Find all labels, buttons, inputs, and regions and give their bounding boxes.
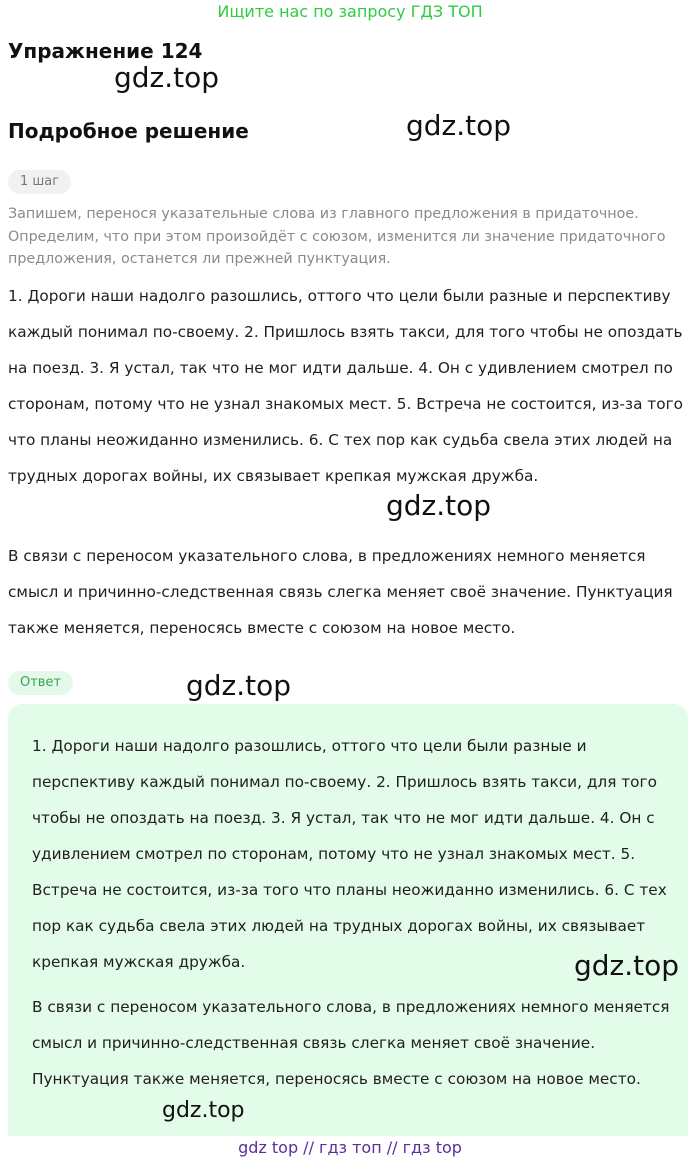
watermark: gdz.top: [186, 669, 292, 702]
watermark: gdz.top: [406, 109, 512, 142]
solution-paragraph: В связи с переносом указательного слова, в предложениях немного меняется смысл и причинно-следственная связь слегка меняет своё значение. Пунктуация также меняется, переносясь вместе с союзом на новое место.: [8, 547, 673, 637]
solution-paragraph: 1. Дороги наши надолго разошлись, оттого что цели были разные и перспективу каждый понимал по-своему. 2. Пришлось взять такси, для того чтобы не опоздать на поезд. 3. Я устал, так что не мог идти дальше. 4. Он с удивлением смотрел по сторонам, потому что не узнал знакомых мест. 5. Встреча не состоится, из-за того что планы неожиданно изменились. 6. С тех пор как судьба свела этих людей на трудных дорогах войны, их связывает крепкая мужская дружба.: [8, 287, 683, 485]
watermark: gdz.top: [162, 1098, 245, 1123]
step-hint: Запишем, перенося указательные слова из главного предложения в придаточное. Определим, что при этом произойдёт с союзом, изменится ли значение придаточного предложения, останется ли прежней пунктуация.: [8, 206, 666, 267]
watermark: gdz.top: [386, 489, 492, 522]
answer-badge: Ответ: [8, 671, 73, 695]
watermark: gdz.top: [114, 61, 220, 94]
watermark: gdz.top: [574, 949, 680, 982]
search-banner: Ищите нас по запросу ГДЗ ТОП: [217, 2, 483, 21]
section-title: Подробное решение: [8, 119, 249, 143]
answer-paragraph: В связи с переносом указательного слова, в предложениях немного меняется смысл и причинно-следственная связь слегка меняет своё значение. Пунктуация также меняется, переносясь вместе с союзом на новое место.: [32, 998, 670, 1088]
exercise-title: Упражнение 124: [8, 39, 203, 63]
answer-paragraph: 1. Дороги наши надолго разошлись, оттого что цели были разные и перспективу каждый понимал по-своему. 2. Пришлось взять такси, для того чтобы не опоздать на поезд. 3. Я устал, так что не мог идти дальше. 4. Он с удивлением смотрел по сторонам, потому что не узнал знакомых мест. 5. Встреча не состоится, из-за того что планы неожиданно изменились. 6. С тех пор как судьба свела этих людей на трудных дорогах войны, их связывает крепкая мужская дружба.: [32, 737, 667, 971]
footer-links: gdz top // гдз топ // гдз top: [238, 1138, 462, 1157]
step-badge: 1 шаг: [8, 170, 71, 194]
